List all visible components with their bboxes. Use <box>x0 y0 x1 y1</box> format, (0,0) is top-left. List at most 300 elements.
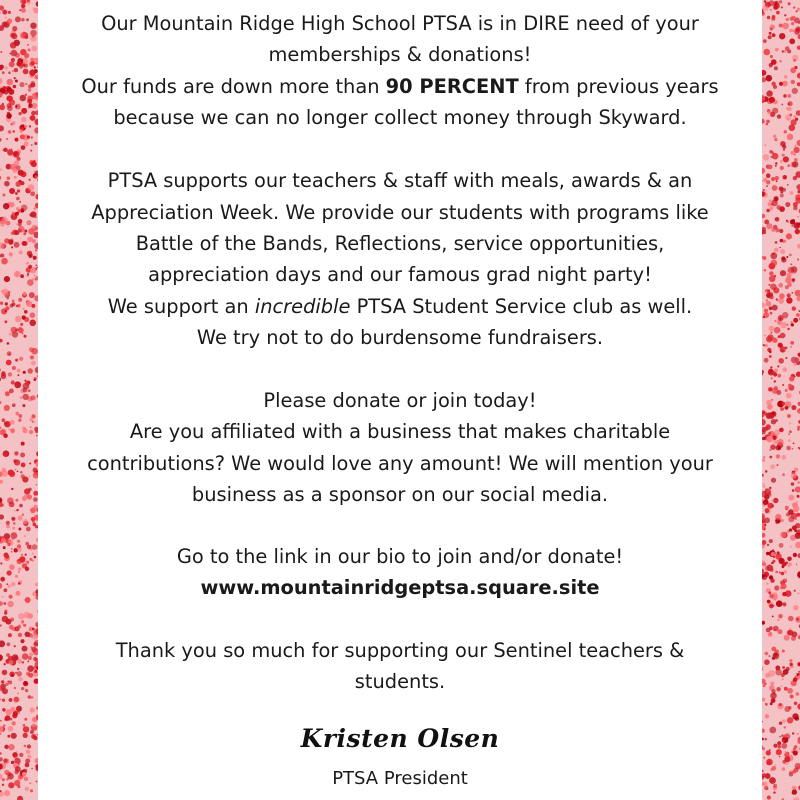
glitter-dot <box>8 71 11 74</box>
glitter-dot <box>774 585 779 590</box>
glitter-dot <box>789 29 792 32</box>
glitter-dot <box>11 548 13 550</box>
text-span: We support an <box>107 295 255 318</box>
glitter-dot <box>787 717 793 723</box>
glitter-dot <box>15 412 19 416</box>
glitter-dot <box>32 553 34 555</box>
glitter-dot <box>32 723 36 727</box>
glitter-dot <box>784 756 790 762</box>
glitter-dot <box>790 341 794 345</box>
glitter-dot <box>20 639 24 643</box>
glitter-dot <box>770 682 774 686</box>
glitter-dot <box>1 258 8 265</box>
glitter-dot <box>775 764 777 766</box>
glitter-dot <box>22 315 26 319</box>
glitter-dot <box>787 184 789 186</box>
glitter-dot <box>796 296 800 301</box>
glitter-dot <box>2 699 5 702</box>
glitter-dot <box>797 429 799 431</box>
text-line: business as a sponsor on our social media. <box>191 483 609 506</box>
glitter-dot <box>27 136 30 139</box>
glitter-dot <box>762 303 766 308</box>
glitter-dot <box>3 602 6 605</box>
glitter-dot <box>16 223 18 225</box>
glitter-dot <box>21 18 24 21</box>
glitter-dot <box>31 348 38 355</box>
glitter-dot <box>29 320 36 327</box>
glitter-dot <box>30 150 32 152</box>
glitter-dot <box>795 357 800 362</box>
glitter-dot <box>9 389 14 394</box>
glitter-dot <box>18 613 25 620</box>
glitter-dot <box>770 768 773 771</box>
glitter-dot <box>794 202 796 204</box>
glitter-dot <box>12 713 17 718</box>
glitter-dot <box>14 645 16 647</box>
glitter-dot <box>770 28 773 31</box>
glitter-dot <box>768 591 771 594</box>
text-line: contributions? We would love any amount! We will mention your <box>87 452 713 475</box>
glitter-dot <box>24 335 27 338</box>
glitter-dot <box>793 442 795 444</box>
glitter-dot <box>16 214 18 216</box>
glitter-dot <box>4 588 8 592</box>
glitter-dot <box>771 377 773 379</box>
glitter-dot <box>780 270 786 276</box>
glitter-dot <box>769 206 773 210</box>
glitter-dot <box>782 50 784 52</box>
glitter-dot <box>11 232 14 235</box>
glitter-dot <box>790 219 795 224</box>
glitter-dot <box>769 351 772 354</box>
glitter-dot <box>775 162 777 164</box>
glitter-dot <box>0 125 4 131</box>
glitter-dot <box>7 177 10 180</box>
glitter-dot <box>14 242 20 248</box>
glitter-dot <box>21 8 26 13</box>
glitter-dot <box>1 680 4 683</box>
glitter-dot <box>25 759 30 764</box>
glitter-dot <box>2 289 9 296</box>
glitter-dot <box>28 84 32 88</box>
glitter-dot <box>2 71 5 74</box>
glitter-dot <box>767 109 769 111</box>
glitter-dot <box>762 667 763 671</box>
glitter-dot <box>766 759 773 766</box>
glitter-dot <box>28 88 32 92</box>
glitter-dot <box>9 188 15 194</box>
glitter-dot <box>765 673 770 678</box>
glitter-dot <box>0 401 1 404</box>
glitter-dot <box>15 766 21 772</box>
glitter-dot <box>790 346 792 348</box>
glitter-dot <box>774 197 778 201</box>
glitter-dot <box>10 42 17 49</box>
glitter-dot <box>762 269 763 271</box>
glitter-dot <box>769 539 773 543</box>
glitter-dot <box>7 297 9 299</box>
glitter-dot <box>14 510 16 512</box>
glitter-dot <box>2 418 6 422</box>
glitter-border-right <box>762 0 800 800</box>
glitter-dot <box>797 733 799 735</box>
glitter-dot <box>767 503 773 509</box>
glitter-dot <box>14 160 19 165</box>
glitter-dot <box>777 551 780 554</box>
glitter-dot <box>791 22 794 25</box>
glitter-dot <box>12 26 17 31</box>
letter-body <box>38 0 762 800</box>
glitter-dot <box>5 683 8 686</box>
glitter-dot <box>32 278 34 280</box>
glitter-dot <box>11 380 15 384</box>
glitter-dot <box>21 620 24 623</box>
glitter-dot <box>27 661 29 663</box>
glitter-dot <box>769 594 773 598</box>
glitter-dot <box>14 697 20 703</box>
glitter-dot <box>28 107 30 109</box>
glitter-dot <box>788 165 790 167</box>
glitter-dot <box>14 548 18 552</box>
glitter-dot <box>787 293 791 297</box>
glitter-dot <box>767 795 771 799</box>
glitter-dot <box>763 685 766 688</box>
glitter-dot <box>8 585 11 588</box>
glitter-dot <box>0 138 2 142</box>
glitter-dot <box>23 371 26 374</box>
text-line: Battle of the Bands, Reflections, service opportunities, <box>135 232 665 255</box>
glitter-dot <box>7 351 12 356</box>
emphasis-percent: 90 PERCENT <box>385 75 519 98</box>
glitter-dot <box>14 451 18 455</box>
glitter-dot <box>785 277 792 284</box>
glitter-dot <box>3 203 9 209</box>
glitter-dot <box>795 673 797 675</box>
glitter-dot <box>762 459 765 462</box>
glitter-dot <box>770 444 776 450</box>
glitter-dot <box>776 687 780 691</box>
glitter-dot <box>32 36 34 38</box>
glitter-dot <box>23 69 29 75</box>
glitter-dot <box>792 448 794 450</box>
glitter-dot <box>19 250 23 254</box>
glitter-dot <box>771 177 775 181</box>
glitter-dot <box>3 759 7 763</box>
glitter-dot <box>17 369 21 373</box>
signer-title: PTSA President <box>332 768 468 789</box>
text-span: PTSA Student Service club as well. <box>350 295 693 318</box>
glitter-dot <box>790 695 794 699</box>
glitter-dot <box>8 744 14 750</box>
glitter-dot <box>783 149 785 151</box>
glitter-dot <box>796 10 798 12</box>
glitter-dot <box>772 616 774 618</box>
glitter-dot <box>795 716 800 721</box>
glitter-dot <box>767 544 769 546</box>
glitter-dot <box>9 564 15 570</box>
glitter-dot <box>15 138 19 142</box>
glitter-dot <box>776 749 782 755</box>
glitter-dot <box>782 565 785 568</box>
glitter-dot <box>767 404 773 410</box>
glitter-dot <box>768 35 772 39</box>
glitter-dot <box>12 300 15 303</box>
glitter-dot <box>11 761 14 764</box>
glitter-dot <box>19 504 23 508</box>
glitter-dot <box>21 754 23 756</box>
glitter-dot <box>31 225 38 232</box>
glitter-dot <box>789 430 792 433</box>
glitter-dot <box>27 613 33 619</box>
glitter-dot <box>762 562 766 566</box>
glitter-dot <box>24 35 28 39</box>
glitter-dot <box>11 551 13 553</box>
glitter-dot <box>16 706 22 712</box>
glitter-dot <box>22 514 24 516</box>
glitter-dot <box>33 421 36 424</box>
glitter-dot <box>779 82 783 86</box>
glitter-dot <box>764 49 771 56</box>
glitter-dot <box>794 467 798 471</box>
glitter-dot <box>23 232 26 235</box>
glitter-dot <box>20 274 24 278</box>
glitter-dot <box>781 256 785 260</box>
glitter-dot <box>24 380 26 382</box>
glitter-dot <box>16 751 18 753</box>
glitter-dot <box>0 583 2 589</box>
glitter-dot <box>773 791 775 793</box>
glitter-dot <box>7 106 13 112</box>
glitter-dot <box>0 601 3 606</box>
glitter-dot <box>19 112 22 115</box>
glitter-dot <box>5 554 9 558</box>
glitter-dot <box>763 499 769 505</box>
glitter-dot <box>776 180 778 182</box>
glitter-dot <box>19 180 22 183</box>
glitter-dot <box>771 419 776 424</box>
glitter-dot <box>781 572 785 576</box>
glitter-dot <box>775 521 779 525</box>
glitter-dot <box>787 118 789 120</box>
glitter-dot <box>16 197 20 201</box>
glitter-dot <box>791 472 797 478</box>
glitter-dot <box>774 66 778 70</box>
glitter-dot <box>786 393 792 399</box>
glitter-dot <box>1 371 6 376</box>
glitter-dot <box>9 333 12 336</box>
glitter-dot <box>29 69 36 76</box>
glitter-dot <box>763 256 767 260</box>
glitter-dot <box>783 367 788 372</box>
glitter-dot <box>782 154 785 157</box>
glitter-dot <box>11 327 17 333</box>
glitter-dot <box>0 757 3 761</box>
text-line: because we can no longer collect money through Skyward. <box>113 106 687 129</box>
glitter-dot <box>779 247 781 249</box>
glitter-dot <box>779 0 782 3</box>
glitter-dot <box>3 86 7 90</box>
glitter-dot <box>0 562 2 564</box>
glitter-dot <box>30 395 35 400</box>
glitter-dot <box>787 328 789 330</box>
glitter-dot <box>31 111 36 116</box>
glitter-dot <box>776 205 781 210</box>
glitter-dot <box>29 418 33 422</box>
glitter-dot <box>1 538 6 543</box>
glitter-dot <box>12 366 16 370</box>
glitter-dot <box>30 789 33 792</box>
glitter-dot <box>8 782 14 788</box>
glitter-dot <box>784 687 788 691</box>
glitter-dot <box>764 309 768 313</box>
glitter-dot <box>11 488 13 490</box>
glitter-dot <box>772 305 778 311</box>
emphasis-incredible: incredible <box>254 295 351 318</box>
glitter-dot <box>34 556 37 559</box>
glitter-dot <box>780 532 786 538</box>
glitter-dot <box>33 497 38 502</box>
glitter-dot <box>19 9 21 11</box>
glitter-dot <box>8 89 14 95</box>
website-link <box>38 574 762 602</box>
glitter-dot <box>3 663 5 665</box>
glitter-dot <box>11 674 14 677</box>
glitter-dot <box>797 258 799 260</box>
text-line: Our Mountain Ridge High School PTSA is in DIRE need of your <box>101 12 699 35</box>
glitter-dot <box>770 332 772 334</box>
glitter-dot <box>777 741 781 745</box>
glitter-dot <box>8 130 12 134</box>
glitter-dot <box>4 770 9 775</box>
glitter-dot <box>785 357 787 359</box>
glitter-dot <box>14 780 20 786</box>
glitter-dot <box>792 161 798 167</box>
glitter-dot <box>781 734 784 737</box>
glitter-dot <box>9 502 15 508</box>
glitter-dot <box>30 646 32 648</box>
glitter-dot <box>21 687 24 690</box>
glitter-dot <box>772 33 776 37</box>
glitter-dot <box>779 428 784 433</box>
glitter-dot <box>787 688 793 694</box>
glitter-dot <box>13 85 17 89</box>
glitter-dot <box>768 432 771 435</box>
glitter-dot <box>0 480 3 484</box>
glitter-dot <box>18 298 22 302</box>
glitter-dot <box>16 591 21 596</box>
glitter-dot <box>776 445 781 450</box>
glitter-dot <box>769 295 773 299</box>
glitter-dot <box>14 381 21 388</box>
glitter-dot <box>27 220 32 225</box>
glitter-dot <box>0 698 2 700</box>
glitter-dot <box>25 597 31 603</box>
glitter-dot <box>18 374 20 376</box>
glitter-dot <box>762 370 764 374</box>
glitter-dot <box>9 471 15 477</box>
glitter-dot <box>763 39 767 43</box>
glitter-dot <box>32 544 38 550</box>
glitter-dot <box>777 365 779 367</box>
glitter-dot <box>791 292 793 294</box>
glitter-dot <box>796 618 799 621</box>
glitter-dot <box>781 104 783 106</box>
glitter-dot <box>770 366 772 368</box>
glitter-dot <box>22 496 27 501</box>
glitter-dot <box>30 707 35 712</box>
glitter-dot <box>762 721 763 723</box>
glitter-dot <box>769 449 771 451</box>
glitter-dot <box>31 283 33 285</box>
glitter-dot <box>770 702 773 705</box>
glitter-dot <box>34 66 36 68</box>
glitter-dot <box>780 60 782 62</box>
glitter-dot <box>770 312 773 315</box>
text-line: PTSA supports our teachers & staff with meals, awards & an <box>107 169 693 192</box>
glitter-dot <box>13 169 17 173</box>
glitter-dot <box>6 642 10 646</box>
glitter-dot <box>792 489 795 492</box>
glitter-dot <box>773 498 778 503</box>
glitter-dot <box>796 372 800 377</box>
glitter-dot <box>14 271 20 277</box>
glitter-dot <box>16 207 19 210</box>
glitter-dot <box>782 740 785 743</box>
glitter-dot <box>785 202 790 207</box>
glitter-dot <box>10 420 15 425</box>
glitter-dot <box>6 709 12 715</box>
glitter-dot <box>782 23 789 30</box>
glitter-dot <box>779 24 783 28</box>
glitter-dot <box>791 482 795 486</box>
glitter-dot <box>793 115 796 118</box>
glitter-dot <box>772 253 774 255</box>
glitter-dot <box>30 426 32 428</box>
glitter-dot <box>28 488 31 491</box>
glitter-dot <box>31 136 33 138</box>
text-line: Thank you so much for supporting our Sentinel teachers & <box>115 639 685 662</box>
glitter-dot <box>20 323 23 326</box>
glitter-dot <box>762 119 765 124</box>
glitter-dot <box>770 55 773 58</box>
glitter-dot <box>783 579 788 584</box>
glitter-dot <box>772 185 778 191</box>
glitter-dot <box>5 715 11 721</box>
glitter-dot <box>765 652 769 656</box>
glitter-dot <box>22 388 27 393</box>
glitter-dot <box>771 399 773 401</box>
glitter-dot <box>31 361 36 366</box>
glitter-dot <box>781 743 787 749</box>
glitter-dot <box>784 726 786 728</box>
glitter-dot <box>797 140 800 146</box>
glitter-dot <box>764 344 767 347</box>
glitter-dot <box>25 554 27 556</box>
glitter-dot <box>23 308 25 310</box>
glitter-dot <box>20 95 27 102</box>
glitter-dot <box>782 473 785 476</box>
glitter-dot <box>14 626 19 631</box>
glitter-dot <box>776 600 783 607</box>
glitter-dot <box>767 16 771 20</box>
glitter-dot <box>775 176 779 180</box>
glitter-dot <box>792 306 796 310</box>
glitter-dot <box>18 548 22 552</box>
glitter-dot <box>771 228 775 232</box>
glitter-dot <box>18 571 20 573</box>
glitter-dot <box>29 476 31 478</box>
glitter-dot <box>20 396 23 399</box>
